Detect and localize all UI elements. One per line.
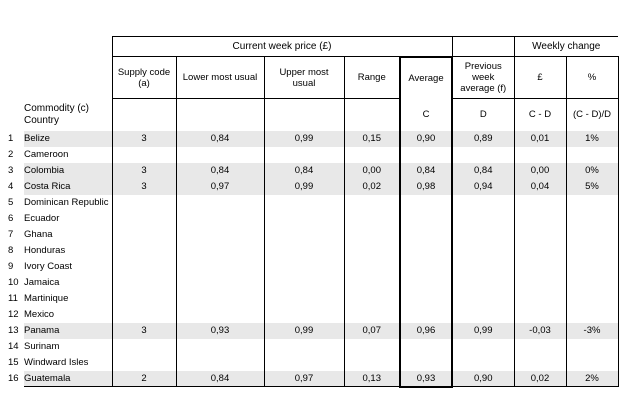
letter-average: C — [400, 99, 452, 131]
cell-average[interactable] — [400, 147, 452, 163]
col-header-supply-code-line1: Supply code — [117, 66, 171, 78]
country-name: Honduras — [24, 245, 66, 256]
cell-average[interactable]: 0,90 — [400, 131, 452, 147]
letter-percent: (C - D)/D — [566, 99, 618, 131]
row-index: 9 — [8, 261, 14, 272]
cell-range[interactable] — [344, 355, 400, 371]
table-row[interactable] — [8, 307, 618, 323]
cell-supply-code[interactable]: 3 — [112, 179, 176, 195]
group-header-row — [8, 37, 618, 57]
cell-pound[interactable]: 0,04 — [514, 179, 566, 195]
row-index: 10 — [8, 277, 19, 288]
row-index: 1 — [8, 133, 14, 144]
cell-pound[interactable] — [514, 291, 566, 307]
cell-upper[interactable] — [264, 355, 344, 371]
cell-upper[interactable] — [264, 259, 344, 275]
cell-lower[interactable]: 0,84 — [176, 163, 264, 179]
cell-range[interactable] — [344, 339, 400, 355]
cell-previous[interactable]: 0,90 — [452, 371, 514, 387]
cell-percent[interactable] — [566, 227, 618, 243]
col-header-lower-most-usual: Lower most usual — [176, 57, 264, 99]
cell-range[interactable] — [344, 307, 400, 323]
cell-pound[interactable] — [514, 243, 566, 259]
cell-pound[interactable] — [514, 195, 566, 211]
cell-previous[interactable] — [452, 291, 514, 307]
cell-average[interactable] — [400, 227, 452, 243]
table-row[interactable] — [8, 259, 618, 275]
letter-upper — [264, 99, 344, 131]
country-name: Panama — [24, 323, 112, 339]
cell-range[interactable] — [344, 275, 400, 291]
col-header-percent: % — [566, 57, 618, 99]
cell-previous[interactable] — [452, 275, 514, 291]
row-index: 16 — [8, 373, 19, 384]
cell-supply-code[interactable] — [112, 147, 176, 163]
cell-lower[interactable]: 0,93 — [176, 323, 264, 339]
letter-pound: C - D — [514, 99, 566, 131]
cell-previous[interactable] — [452, 339, 514, 355]
cell-upper[interactable] — [264, 275, 344, 291]
country-name: Windward Isles — [24, 357, 89, 368]
cell-pound[interactable] — [514, 339, 566, 355]
cell-percent[interactable]: -3% — [566, 323, 618, 339]
cell-previous[interactable]: 0,84 — [452, 163, 514, 179]
col-header-previous-week-average — [452, 57, 514, 99]
table-row[interactable] — [8, 211, 618, 227]
col-header-average: Average — [400, 57, 452, 99]
row-index: 2 — [8, 149, 14, 160]
cell-lower[interactable]: 0,84 — [176, 371, 264, 387]
letter-supply-code — [112, 99, 176, 131]
col-header-prev-line3: average (f) — [460, 83, 507, 94]
cell-previous[interactable] — [452, 195, 514, 211]
commodity-label-line1: Commodity (c) — [24, 102, 90, 114]
row-index-spacer-2 — [8, 57, 24, 99]
cell-previous[interactable] — [452, 147, 514, 163]
cell-supply-code[interactable] — [112, 291, 176, 307]
cell-range[interactable] — [344, 259, 400, 275]
cell-pound[interactable] — [514, 227, 566, 243]
cell-lower[interactable] — [176, 243, 264, 259]
country-name: Guatemala — [24, 371, 112, 387]
cell-previous[interactable]: 0,89 — [452, 131, 514, 147]
row-index: 12 — [8, 309, 19, 320]
cell-range[interactable] — [344, 211, 400, 227]
cell-previous[interactable] — [452, 227, 514, 243]
country-name: Ghana — [24, 229, 53, 240]
cell-upper[interactable] — [264, 227, 344, 243]
cell-supply-code[interactable]: 3 — [112, 323, 176, 339]
cell-upper[interactable]: 0,84 — [264, 163, 344, 179]
cell-upper[interactable]: 0,97 — [264, 371, 344, 387]
row-index: 4 — [8, 181, 14, 192]
cell-upper[interactable]: 0,99 — [264, 179, 344, 195]
row-index: 7 — [8, 229, 14, 240]
group-header-gap — [452, 37, 514, 57]
cell-pound[interactable] — [514, 355, 566, 371]
table-row[interactable] — [8, 275, 618, 291]
price-table — [8, 36, 619, 388]
cell-upper[interactable] — [264, 243, 344, 259]
cell-upper[interactable] — [264, 291, 344, 307]
country-name: Mexico — [24, 309, 55, 320]
row-index: 8 — [8, 245, 14, 256]
cell-pound[interactable] — [514, 147, 566, 163]
table-row[interactable] — [8, 163, 618, 179]
cell-percent[interactable] — [566, 259, 618, 275]
country-name: Costa Rica — [24, 179, 112, 195]
cell-upper[interactable] — [264, 307, 344, 323]
cell-pound[interactable] — [514, 211, 566, 227]
row-index: 15 — [8, 357, 19, 368]
row-index: 6 — [8, 213, 14, 224]
cell-range[interactable] — [344, 291, 400, 307]
cell-supply-code[interactable]: 3 — [112, 131, 176, 147]
cell-upper[interactable]: 0,99 — [264, 131, 344, 147]
formula-letter-row — [8, 99, 618, 131]
corner-spacer — [24, 37, 112, 57]
cell-upper[interactable] — [264, 339, 344, 355]
cell-average[interactable]: 0,98 — [400, 179, 452, 195]
cell-pound[interactable] — [514, 307, 566, 323]
commodity-label-line2: Country — [24, 114, 60, 126]
cell-percent[interactable] — [566, 355, 618, 371]
cell-previous[interactable]: 0,94 — [452, 179, 514, 195]
cell-previous[interactable] — [452, 211, 514, 227]
cell-average[interactable]: 0,93 — [400, 371, 452, 387]
cell-average[interactable] — [400, 275, 452, 291]
country-name: Cameroon — [24, 149, 69, 160]
cell-average[interactable] — [400, 307, 452, 323]
cell-range[interactable]: 0,00 — [344, 163, 400, 179]
cell-supply-code[interactable] — [112, 275, 176, 291]
cell-average[interactable]: 0,96 — [400, 323, 452, 339]
table-row[interactable] — [8, 179, 618, 195]
col-header-prev-line2: week — [472, 72, 495, 83]
country-name: Ecuador — [24, 213, 60, 224]
cell-supply-code[interactable] — [112, 307, 176, 323]
cell-lower[interactable] — [176, 227, 264, 243]
letter-range — [344, 99, 400, 131]
corner-spacer-2 — [24, 57, 112, 99]
cell-previous[interactable] — [452, 355, 514, 371]
cell-range[interactable]: 0,07 — [344, 323, 400, 339]
cell-percent[interactable]: 1% — [566, 131, 618, 147]
col-header-upper-line1: Upper most — [279, 66, 329, 78]
cell-percent[interactable]: 0% — [566, 163, 618, 179]
row-index: 11 — [8, 293, 18, 304]
col-header-range: Range — [344, 57, 400, 99]
cell-lower[interactable] — [176, 259, 264, 275]
letter-lower — [176, 99, 264, 131]
table-row[interactable] — [8, 227, 618, 243]
cell-percent[interactable] — [566, 147, 618, 163]
cell-percent[interactable] — [566, 291, 618, 307]
country-name: Martinique — [24, 293, 69, 304]
group-header-current-week-price: Current week price (£) — [112, 37, 452, 57]
cell-pound[interactable]: 0,02 — [514, 371, 566, 387]
country-name: Colombia — [24, 163, 112, 179]
table-row[interactable] — [8, 355, 618, 371]
cell-lower[interactable]: 0,97 — [176, 179, 264, 195]
cell-percent[interactable] — [566, 339, 618, 355]
cell-pound[interactable]: 0,01 — [514, 131, 566, 147]
cell-percent[interactable] — [566, 307, 618, 323]
cell-range[interactable] — [344, 243, 400, 259]
row-index-spacer — [8, 37, 24, 57]
cell-upper[interactable]: 0,99 — [264, 323, 344, 339]
cell-percent[interactable] — [566, 243, 618, 259]
cell-supply-code[interactable] — [112, 195, 176, 211]
country-name: Dominican Republic — [24, 197, 109, 208]
cell-previous[interactable] — [452, 243, 514, 259]
cell-supply-code[interactable] — [112, 227, 176, 243]
group-header-weekly-change: Weekly change — [514, 37, 618, 57]
cell-pound[interactable]: -0,03 — [514, 323, 566, 339]
cell-lower[interactable] — [176, 291, 264, 307]
row-index: 5 — [8, 197, 14, 208]
cell-pound[interactable]: 0,00 — [514, 163, 566, 179]
country-name: Belize — [24, 131, 112, 147]
table-row[interactable] — [8, 371, 618, 387]
country-name: Ivory Coast — [24, 261, 73, 272]
cell-lower[interactable] — [176, 195, 264, 211]
cell-lower[interactable] — [176, 147, 264, 163]
cell-supply-code[interactable]: 3 — [112, 163, 176, 179]
cell-previous[interactable]: 0,99 — [452, 323, 514, 339]
cell-lower[interactable] — [176, 339, 264, 355]
row-index-spacer-3 — [8, 99, 24, 131]
cell-range[interactable]: 0,15 — [344, 131, 400, 147]
col-header-pound: £ — [514, 57, 566, 99]
cell-supply-code[interactable] — [112, 339, 176, 355]
cell-previous[interactable] — [452, 259, 514, 275]
col-header-prev-line1: Previous — [464, 61, 502, 72]
cell-range[interactable] — [344, 147, 400, 163]
cell-average[interactable] — [400, 259, 452, 275]
column-header-row — [8, 57, 618, 99]
cell-supply-code[interactable] — [112, 355, 176, 371]
cell-average[interactable] — [400, 195, 452, 211]
cell-average[interactable] — [400, 339, 452, 355]
cell-percent[interactable]: 2% — [566, 371, 618, 387]
col-header-upper-most-usual — [264, 57, 344, 99]
commodity-country-label — [24, 99, 112, 131]
table-row[interactable] — [8, 147, 618, 163]
row-index: 14 — [8, 341, 19, 352]
cell-percent[interactable] — [566, 275, 618, 291]
cell-upper[interactable] — [264, 211, 344, 227]
table-row[interactable] — [8, 131, 618, 147]
cell-percent[interactable] — [566, 211, 618, 227]
cell-range[interactable] — [344, 195, 400, 211]
table-row[interactable] — [8, 323, 618, 339]
cell-upper[interactable] — [264, 195, 344, 211]
country-name: Jamaica — [24, 277, 60, 288]
cell-range[interactable]: 0,02 — [344, 179, 400, 195]
table-row[interactable] — [8, 291, 618, 307]
cell-lower[interactable] — [176, 307, 264, 323]
cell-lower[interactable]: 0,84 — [176, 131, 264, 147]
cell-average[interactable] — [400, 243, 452, 259]
table-row[interactable] — [8, 339, 618, 355]
cell-percent[interactable] — [566, 195, 618, 211]
cell-range[interactable] — [344, 227, 400, 243]
col-header-supply-code — [112, 57, 176, 99]
cell-supply-code[interactable] — [112, 211, 176, 227]
col-header-upper-line2: usual — [292, 77, 316, 89]
cell-pound[interactable] — [514, 259, 566, 275]
cell-average[interactable] — [400, 211, 452, 227]
cell-pound[interactable] — [514, 275, 566, 291]
cell-lower[interactable] — [176, 211, 264, 227]
cell-average[interactable]: 0,84 — [400, 163, 452, 179]
cell-average[interactable] — [400, 355, 452, 371]
table-row[interactable] — [8, 243, 618, 259]
cell-previous[interactable] — [452, 307, 514, 323]
cell-percent[interactable]: 5% — [566, 179, 618, 195]
cell-supply-code[interactable] — [112, 243, 176, 259]
country-name: Surinam — [24, 341, 60, 352]
table-row[interactable] — [8, 195, 618, 211]
cell-lower[interactable] — [176, 275, 264, 291]
cell-supply-code[interactable]: 2 — [112, 371, 176, 387]
cell-supply-code[interactable] — [112, 259, 176, 275]
cell-lower[interactable] — [176, 355, 264, 371]
row-index: 3 — [8, 165, 14, 176]
cell-upper[interactable] — [264, 147, 344, 163]
cell-average[interactable] — [400, 291, 452, 307]
cell-range[interactable]: 0,13 — [344, 371, 400, 387]
letter-previous: D — [452, 99, 514, 131]
row-index: 13 — [8, 325, 19, 336]
col-header-supply-code-line2: (a) — [138, 77, 150, 89]
